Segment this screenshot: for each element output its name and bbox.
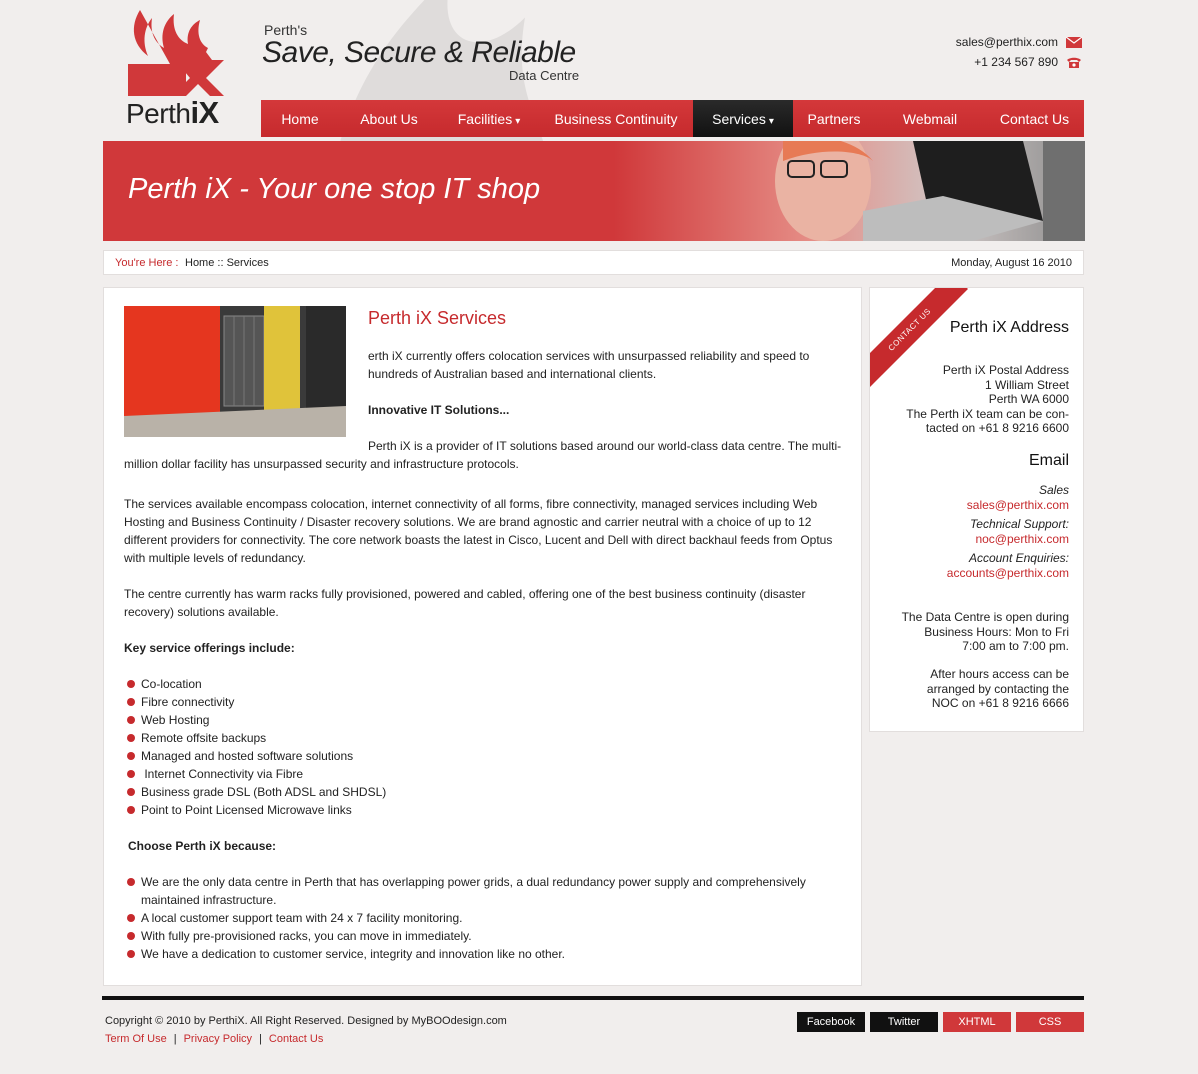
address-line: The Perth iX team can be con- [906,406,1069,421]
twitter-button[interactable]: Twitter [870,1012,938,1032]
email-block [947,483,1069,580]
top-phone-row [956,52,1082,72]
after-hours-line: NOC on +61 8 9216 6666 [931,696,1069,710]
list-item: With fully pre-provisioned racks, you can move in immediately. [124,927,824,945]
choose-reasons-list [124,873,824,963]
hero-banner [103,141,1085,241]
nav-contact-us[interactable] [985,100,1084,137]
main-nav [261,100,1084,137]
top-phone: +1 234 567 890 [974,55,1058,69]
address-heading: Perth iX Address [949,319,1069,336]
datacentre-photo [124,306,346,437]
chevron-down-icon: ▾ [515,116,521,127]
hours-line: The Data Centre is open during [901,610,1069,624]
top-email-row[interactable] [956,32,1082,52]
after-hours-block [927,667,1069,711]
footer-link-contact[interactable]: Contact Us [268,1033,324,1045]
choose-heading: Choose Perth iX because: [128,839,277,853]
provider-paragraph: Perth iX is a provider of IT solutions based around our world-class data centre. The multi-million dollar facility has unsurpassed security and infrastructure protocols. [124,439,842,471]
address-block [906,363,1069,436]
list-item: Web Hosting [124,711,842,729]
breadcrumb-label: You're Here : [115,257,179,269]
xhtml-button[interactable]: XHTML [943,1012,1011,1032]
list-item: Business grade DSL (Both ADSL and SHDSL) [124,783,842,801]
nav-home[interactable] [261,100,339,137]
logo-ix: iX [190,95,219,130]
perthix-logo-mark-icon[interactable] [126,4,224,96]
breadcrumb-path[interactable]: Home :: Services [185,257,269,269]
sales-email-link[interactable]: sales@perthix.com [966,497,1069,512]
contact-us-ribbon: CONTACT US [869,287,968,388]
services-paragraph: The services available encompass colocation, internet connectivity of all forms, fibre connectivity, managed services including Web Hosting and Business Continuity / Disaster recovery solutions. We are brand agnostic and carrier neutral with a choice of up to 12 different providers for connectivity. The core network boasts the latest in Cisco, Lucent and Dell with direct backhaul feeds from Optus with multiple levels of redundancy. [124,497,833,565]
after-hours-line: After hours access can be [930,667,1069,681]
tech-email-link[interactable]: noc@perthix.com [975,531,1069,546]
key-offerings-list [124,675,842,819]
logo-word: Perth [126,98,191,129]
accounts-label: Account Enquiries: [968,551,1069,565]
current-date: Monday, August 16 2010 [951,257,1072,269]
tagline-sub: Data Centre [509,68,580,83]
hours-line: 7:00 am to 7:00 pm. [962,639,1069,653]
accounts-email-link[interactable]: accounts@perthix.com [946,565,1069,580]
nav-home-label: Home [281,111,319,127]
banner-title: Perth iX - Your one stop IT shop [128,173,541,205]
hours-block [902,610,1069,654]
footer-link-terms[interactable]: Term Of Use [105,1033,167,1045]
list-item: Co-location [124,675,842,693]
nav-about-us[interactable] [339,100,439,137]
address-line: Perth WA 6000 [988,392,1069,406]
tagline-perths: Perth's [264,22,308,38]
address-line: 1 William Street [984,377,1069,392]
nav-partners[interactable] [793,100,875,137]
footer-separator: | [259,1033,262,1045]
nav-partners-label: Partners [807,111,861,127]
chevron-down-icon: ▾ [768,116,774,127]
nav-business-continuity-label: Business Continuity [554,111,678,127]
footer-divider [102,996,1084,1000]
banner-woman-laptop-image [743,141,1085,241]
content-title: Perth iX Services [368,308,507,328]
nav-facilities-label: Facilities [457,111,513,127]
footer-separator: | [173,1033,177,1045]
list-item: We have a dedication to customer service, integrity and innovation like no other. [124,945,824,963]
phone-icon [1066,57,1082,68]
contact-sidebar [869,287,1084,732]
nav-facilities[interactable] [439,100,539,137]
nav-services[interactable] [693,100,793,137]
logo-wordmark[interactable] [126,95,219,132]
key-offerings-heading: Key service offerings include: [124,641,295,655]
after-hours-line: arranged by contacting the [926,681,1069,696]
nav-webmail-label: Webmail [902,111,958,127]
css-button[interactable]: CSS [1016,1012,1084,1032]
tagline-main: Save, Secure & Reliable [262,36,576,69]
nav-about-us-label: About Us [360,111,418,127]
top-email[interactable]: sales@perthix.com [955,35,1058,49]
list-item: Remote offsite backups [124,729,842,747]
address-line: tacted on +61 8 9216 6600 [925,421,1069,435]
sales-label: Sales [1038,483,1069,497]
top-contact [956,32,1082,72]
hours-line: Business Hours: Mon to Fri [924,624,1069,639]
breadcrumb [103,250,1084,275]
innovative-heading: Innovative IT Solutions... [368,403,510,417]
tech-label: Technical Support: [970,517,1069,531]
list-item: Point to Point Licensed Microwave links [124,801,842,819]
footer-link-privacy[interactable]: Privacy Policy [183,1033,253,1045]
nav-contact-us-label: Contact Us [999,111,1070,127]
address-line: Perth iX Postal Address [942,363,1069,377]
main-content [103,287,862,986]
facebook-button[interactable]: Facebook [797,1012,865,1032]
footer-links [105,1033,323,1045]
list-item: We are the only data centre in Perth that has overlapping power grids, a dual redundancy power supply and comprehensively maintained infrastructure. [124,873,824,909]
nav-services-label: Services [712,111,766,127]
envelope-icon [1066,37,1082,48]
email-heading: Email [1028,452,1069,469]
centre-paragraph: The centre currently has warm racks fully provisioned, powered and cabled, offering one of the best business continuity (disaster recovery) solutions available. [124,587,806,619]
list-item: Internet Connectivity via Fibre [124,765,842,783]
list-item: Managed and hosted software solutions [124,747,842,765]
nav-webmail[interactable] [875,100,985,137]
nav-business-continuity[interactable] [539,100,693,137]
intro-paragraph: erth iX currently offers colocation services with unsurpassed reliability and speed to hundreds of Australian based and international clients. [368,349,810,381]
list-item: Fibre connectivity [124,693,842,711]
copyright: Copyright © 2010 by PerthiX. All Right Reserved. Designed by MyBOOdesign.com [105,1015,507,1027]
list-item: A local customer support team with 24 x 7 facility monitoring. [124,909,824,927]
